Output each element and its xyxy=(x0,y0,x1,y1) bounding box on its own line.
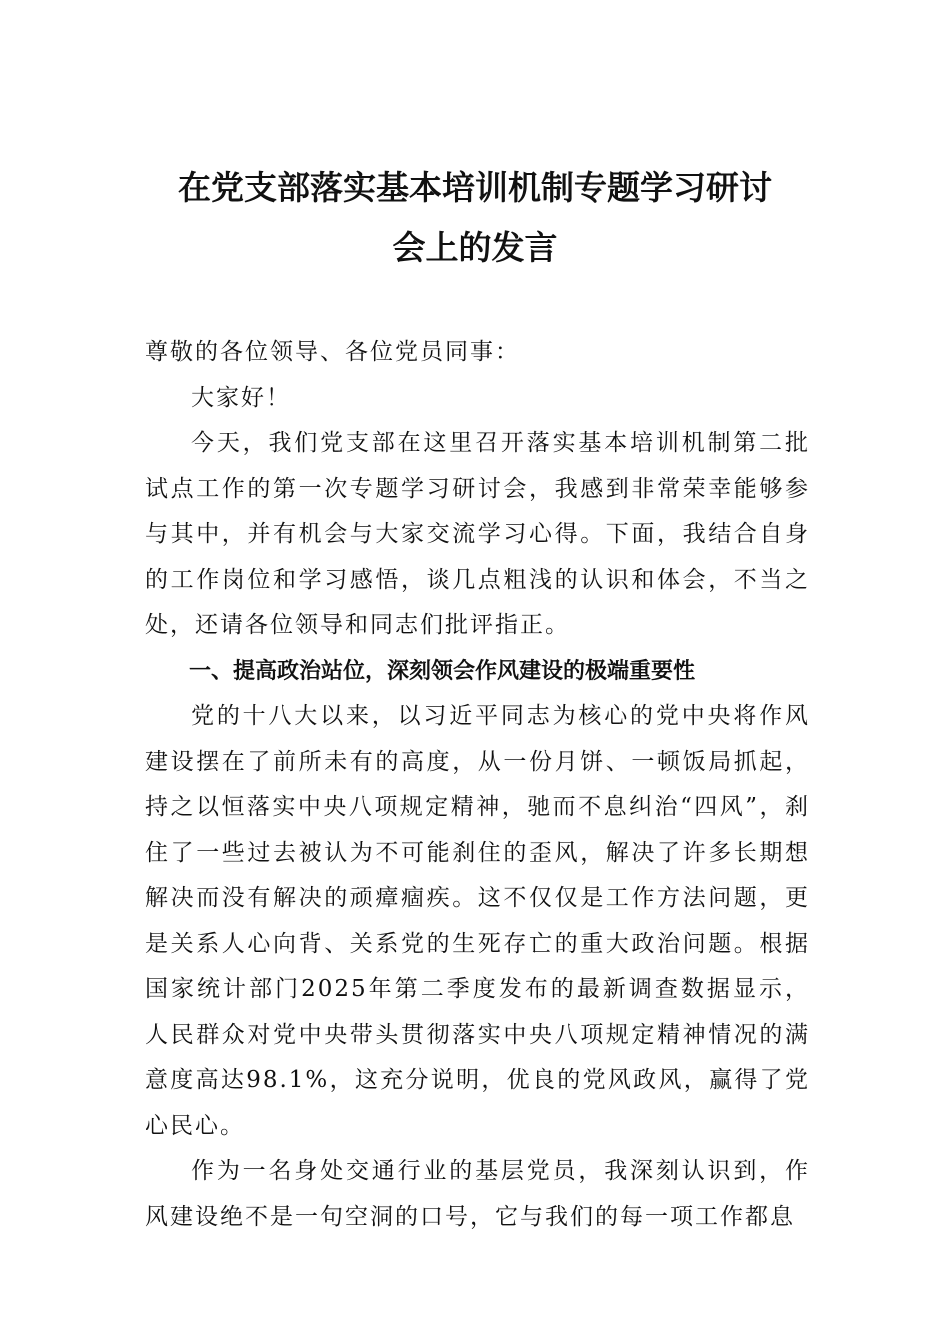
greeting: 大家好！ xyxy=(191,384,291,411)
section-heading-1: 一、提高政治站位，深刻领会作风建设的极端重要性 xyxy=(189,658,696,684)
title-line-1: 在党支部落实基本培训机制专题学习研讨 xyxy=(178,168,772,207)
title-line-2: 会上的发言 xyxy=(392,228,558,267)
salutation: 尊敬的各位领导、各位党员同事： xyxy=(145,339,520,365)
document-body xyxy=(145,330,810,1240)
paragraph-work-style: 党的十八大以来，以习近平同志为核心的党中央将作风建设摆在了前所未有的高度，从一份月饼、一顿饭局抓起，持之以恒落实中央八项规定精神，驰而不息纠治“四风”，刹住了一些过去被认为不可能刹住的歪风，解决了许多长期想解决而没有解决的顽瘴痼疾。这不仅仅是工作方法问题，更是关系人心向背、关系党的生死存亡的重大政治问题。根据国家统计部门2025年第二季度发布的最新调查数据显示，人民群众对党中央带头贯彻落实中央八项规定精神情况的满意度高达98.1%，这充分说明，优良的党风政风，赢得了党心民心。 xyxy=(145,703,810,1139)
paragraph-grassroots: 作为一名身处交通行业的基层党员，我深刻认识到，作风建设绝不是一句空洞的口号，它与我们的每一项工作都息 xyxy=(145,1158,810,1230)
paragraph-intro: 今天，我们党支部在这里召开落实基本培训机制第二批试点工作的第一次专题学习研讨会，我感到非常荣幸能够参与其中，并有机会与大家交流学习心得。下面，我结合自身的工作岗位和学习感悟，谈几点粗浅的认识和体会，不当之处，还请各位领导和同志们批评指正。 xyxy=(145,430,810,638)
document-title xyxy=(140,158,810,278)
